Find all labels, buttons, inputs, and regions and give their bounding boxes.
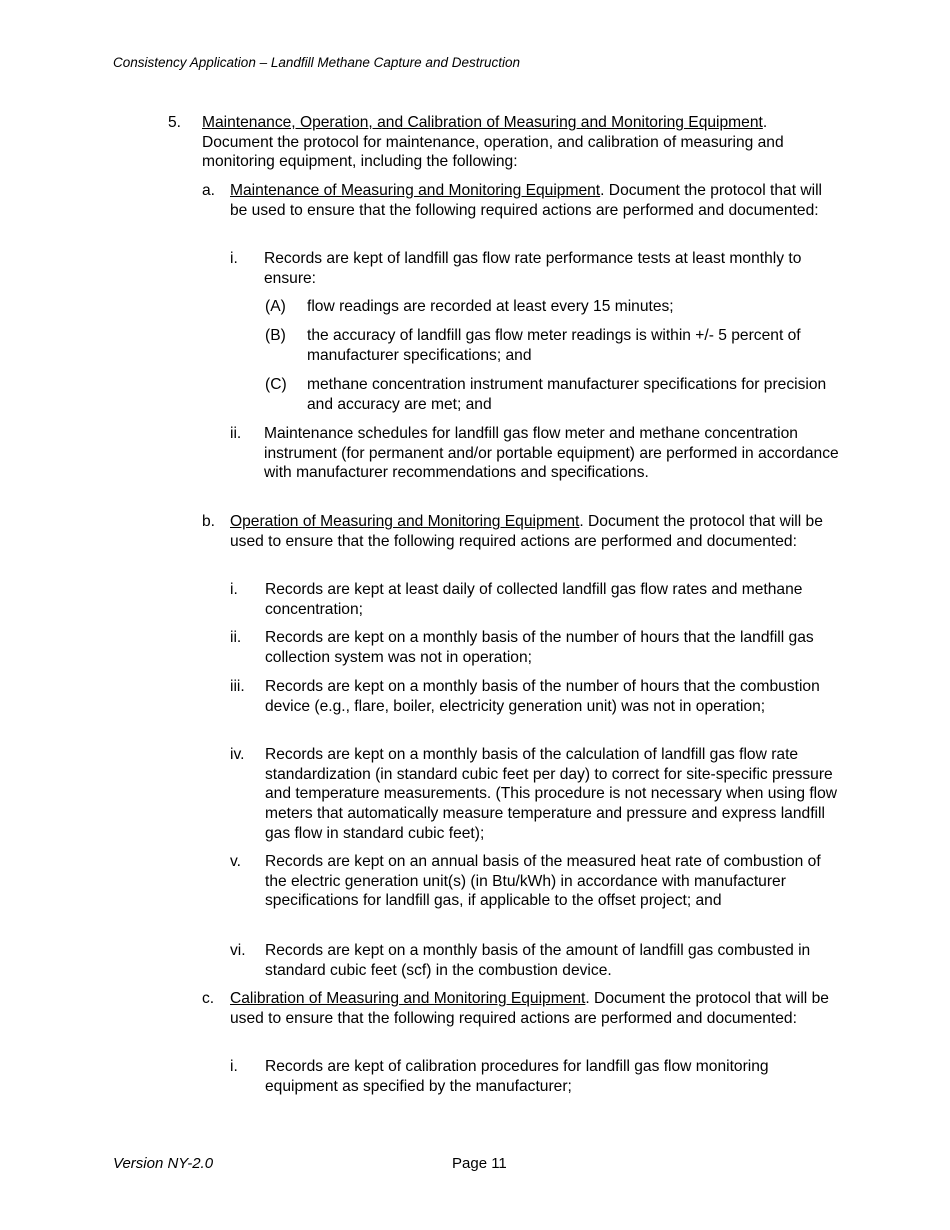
item-b-iii-marker: iii. — [230, 678, 245, 695]
section-5-heading-end: . — [762, 114, 768, 131]
item-b-iv-text: Records are kept on a monthly basis of the calculation of landfill gas flow rate standardization (in standard cubic feet per day) to correct for site-specific pressure and temperature measurements. (This procedure is not necessary when using flow meters that automatically measure temperature and pressure and express landfill gas flow in standard cubic feet); — [265, 746, 838, 842]
item-a-body: . Document the protocol that will be used to ensure that the following required actions are performed and documented: — [230, 182, 823, 219]
item-b-i-text: Records are kept at least daily of collected landfill gas flow rates and methane concentration; — [265, 581, 803, 618]
item-a-ii-marker: ii. — [230, 425, 242, 442]
item-C-text: methane concentration instrument manufacturer specifications for precision and accuracy are met; and — [307, 376, 827, 413]
item-a-i-text: Records are kept of landfill gas flow rate performance tests at least monthly to ensure: — [264, 250, 802, 287]
item-b-body: . Document the protocol that will be used to ensure that the following required actions are performed and documented: — [230, 513, 823, 550]
item-a-i-marker: i. — [230, 250, 238, 267]
item-c-marker: c. — [202, 990, 215, 1007]
item-b-ii-text: Records are kept on a monthly basis of the number of hours that the landfill gas collection system was not in operation; — [265, 629, 814, 666]
item-b-vi-text: Records are kept on a monthly basis of the amount of landfill gas combusted in standard cubic feet (scf) in the combustion device. — [265, 942, 811, 979]
item-b-marker: b. — [202, 513, 216, 530]
item-b-heading: Operation of Measuring and Monitoring Equipment — [230, 513, 580, 530]
item-b-vi-marker: vi. — [230, 942, 246, 959]
item-b-v-text: Records are kept on an annual basis of the measured heat rate of combustion of the electric generation unit(s) (in Btu/kWh) in accordance with manufacturer specifications for landfill gas, if applicable to the offset project; and — [265, 853, 821, 910]
item-b-ii-marker: ii. — [230, 629, 242, 646]
item-b-iii-text: Records are kept on a monthly basis of the number of hours that the combustion device (e.g., flare, boiler, electricity generation unit) was not in operation; — [265, 678, 820, 715]
running-header: Consistency Application – Landfill Methane Capture and Destruction — [113, 55, 520, 70]
item-c-i-marker: i. — [230, 1058, 238, 1075]
item-A-marker: (A) — [265, 298, 286, 315]
item-a-text — [230, 181, 842, 220]
item-a-marker: a. — [202, 182, 216, 199]
item-b-text — [230, 512, 842, 551]
item-A-text: flow readings are recorded at least every 15 minutes; — [307, 298, 674, 315]
item-c-i-text: Records are kept of calibration procedures for landfill gas flow monitoring equipment as specified by the manufacturer; — [265, 1058, 769, 1095]
item-b-iv-marker: iv. — [230, 746, 245, 763]
item-B-marker: (B) — [265, 327, 286, 344]
item-c-body: . Document the protocol that will be used to ensure that the following required actions are performed and documented: — [230, 990, 829, 1027]
section-5-marker: 5. — [168, 114, 182, 131]
item-a-ii-text: Maintenance schedules for landfill gas flow meter and methane concentration instrument (for permanent and/or portable equipment) are performed in accordance with manufacturer recommendations and specifications. — [264, 425, 839, 482]
section-5-intro: Document the protocol for maintenance, operation, and calibration of measuring and monitoring equipment, including the following: — [202, 133, 784, 171]
item-b-i-marker: i. — [230, 581, 238, 598]
footer-version: Version NY-2.0 — [113, 1155, 214, 1172]
section-5-heading: Maintenance, Operation, and Calibration of Measuring and Monitoring Equipment — [202, 114, 763, 131]
item-B-text: the accuracy of landfill gas flow meter readings is within +/- 5 percent of manufacturer specifications; and — [307, 327, 801, 364]
item-c-heading: Calibration of Measuring and Monitoring Equipment — [230, 990, 586, 1007]
item-C-marker: (C) — [265, 376, 287, 393]
item-a-heading: Maintenance of Measuring and Monitoring Equipment — [230, 182, 601, 199]
item-c-text — [230, 989, 842, 1028]
footer-page-number: Page 11 — [452, 1155, 507, 1172]
section-5-text — [202, 113, 842, 172]
item-b-v-marker: v. — [230, 853, 241, 870]
